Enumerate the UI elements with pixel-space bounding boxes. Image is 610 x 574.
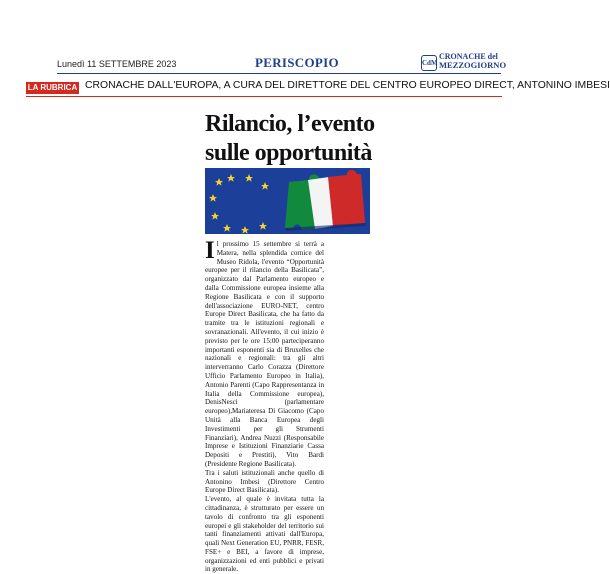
rubrica-title: CRONACHE DALL'EUROPA, A CURA DEL DIRETTORE DEL CENTRO EUROPEO DIRECT, ANTONINO IMBESI: [85, 80, 610, 91]
logo-line-1: CRONACHE del: [439, 52, 498, 61]
headline-line-2: sulle opportunità: [205, 140, 372, 166]
article-body: [205, 237, 324, 574]
eu-italy-puzzle-illustration: [205, 168, 370, 234]
logo-mark-icon: CdM: [421, 55, 437, 71]
headline-line-1: Rilancio, l’evento: [205, 111, 375, 137]
page-date: Lunedì 11 SETTEMBRE 2023: [57, 59, 177, 69]
article-paragraph-3: L'evento, al quale è invitata tutta la cittadinanza, è strutturato per essere un tavolo di confronto tra gli esponenti europei e gli stakeholder del territorio sui tanti finanziamenti attivati dall'Europa, quali Next Generation EU, PNRR, FESR, FSE+ e BEI, a favore di imprese, organizzazioni ed enti pubblici e privati in generale.: [205, 495, 324, 574]
article-paragraph-2: Tra i saluti istituzionali anche quello di Antonino Imbesi (Direttore Centro Europe Direct Basilicata).: [205, 468, 324, 495]
article-dropcap: I: [205, 237, 215, 264]
newspaper-logo: [421, 52, 507, 72]
article-headline: [205, 110, 375, 168]
section-title: PERISCOPIO: [255, 55, 339, 70]
logo-line-2: MEZZOGIORNO: [439, 60, 507, 70]
header-divider: [57, 73, 501, 74]
rubrica-divider: [26, 96, 502, 97]
puzzle-piece-red: [328, 170, 365, 226]
rubrica-badge: LA RUBRICA: [27, 83, 78, 92]
article-paragraph-1: l prossimo 15 settembre si terrà a Matera, nella splendida cornice del Museo Ridola, l'evento “Opportunità europee per il rilancio della Basilicata”, organizzato dal Parlamento europeo e dalla Commissione europea insieme alla Regione Basilicata e con il supporto dell'associazione EURO-NET, centro Europe Direct Basilicata, che ha fatto da tramite tra le istituzioni regionali e sovranazionali. All'evento, il cui inizio è previsto per le ore 15:00 parteciperanno importanti esponenti sia di Bruxelles che nazionali e regionali: tra gli altri interverranno Carlo Corazza (Direttore Ufficio Parlamento Europeo in Italia), Antonio Parenti (Capo Rappresentanza in Italia della Commissione europea), DenisNesci (parlamentare europeo),Mariateresa Di Giacomo (Capo Unità alla Banca Europea degli Investimenti per gli Strumenti Finanziari), Andrea Nuzzi (Responsabile Imprese e Istituzioni Finanziarie Cassa Depositi e Prestiti), Vito Bardi (Presidente Regione Basilicata).: [205, 240, 324, 468]
